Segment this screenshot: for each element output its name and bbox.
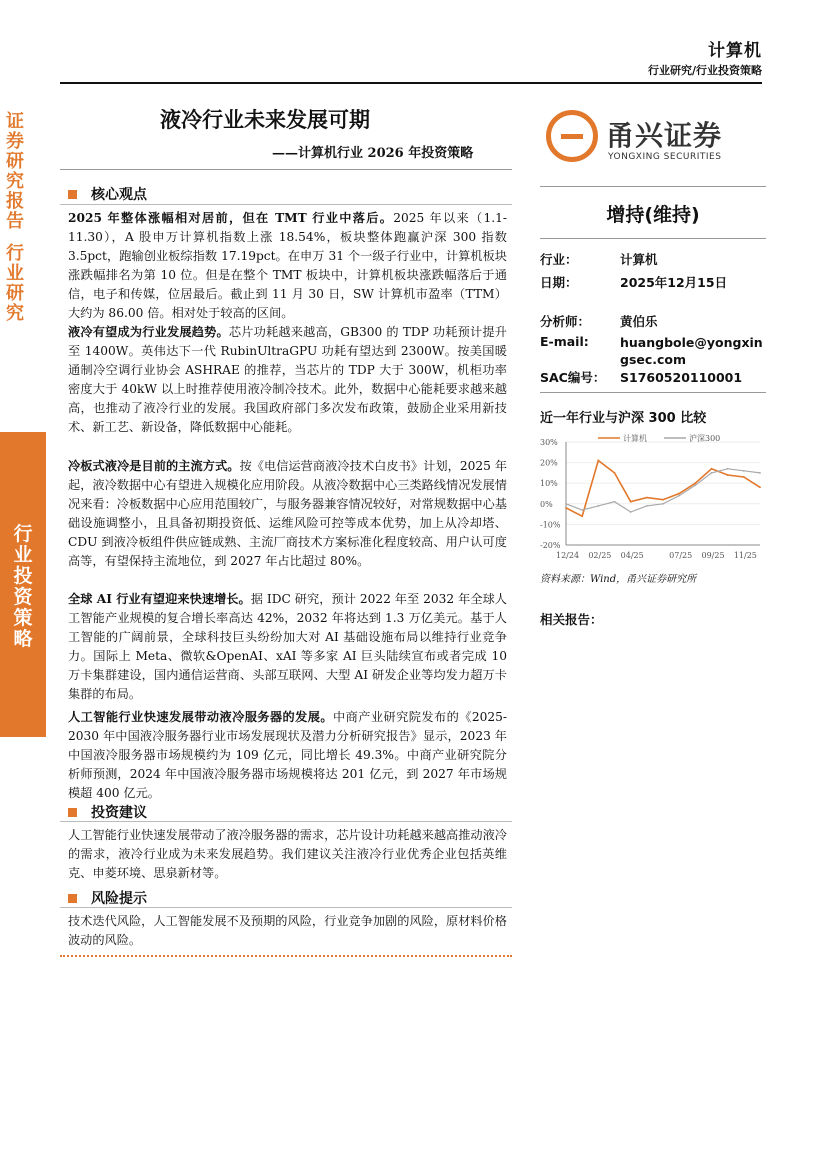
paragraph-coldplate-lead: 冷板式液冷是目前的主流方式。 [68,459,240,473]
chart-point [743,470,745,472]
side-box-char: 业 [13,544,33,566]
logo-text-cn: 甬兴证券 [606,119,723,152]
header-report-type: 行业研究/行业投资策略 [647,64,762,77]
info-sac-label: SAC编号： [540,370,606,385]
chart-point [743,476,745,478]
side-box-char: 略 [13,628,33,650]
company-logo [546,110,766,170]
paragraph-trend-lead: 液冷有望成为行业发展趋势。 [68,325,229,339]
related-reports-label: 相关报告： [540,612,603,627]
info-email-value[interactable]: huangbole@yongxingsec.com [620,335,763,367]
chart-point [646,505,648,507]
chart-point [678,493,680,495]
side-top-char: 研 [6,151,24,172]
chart-y-tick-label: -20% [540,541,561,550]
paragraph-server [68,708,507,803]
logo-text-en: YONGXING SECURITIES [608,152,722,162]
chart-legend-label: 计算机 [623,434,647,443]
side-top-char: 证 [6,111,24,132]
section-divider [60,821,512,822]
content-end-divider [60,955,512,957]
section-risk [68,888,147,908]
paragraph-investment: 人工智能行业快速发展带动了液冷服务器的需求，芯片设计功耗越来越高推动液冷的需求，液冷行业成为未来发展趋势。我们建议关注液冷行业优秀企业包括英维克、申菱环境、思泉新材等。 [68,828,507,880]
chart-point [581,509,583,511]
logo-mark-icon [546,110,598,162]
chart-legend-label: 沪深300 [689,434,721,443]
info-email-label: E-mail: [540,334,589,349]
chart-y-tick-label: -10% [540,520,561,530]
chart-point [614,472,616,474]
section-core-view [68,184,147,204]
paragraph-coldplate-body: 按《电信运营商液冷技术白皮书》计划，2025 年起，液冷数据中心有望进入规模化应用阶段。从液冷数据中心三类路线情况发展情况来看：冷板数据中心应用范围较广，与服务器兼容情况较好，对常规数据中心基础设施调整小，且具备初期投资低、运维风险可控等成本优势，加上从冷却塔、CDU 到液冷板组件供应链成熟、主流厂商技术方案标准化程度较高、用户认可度高等，有望保持主流地位，到 2027 年占比超过 80%。 [68,459,508,568]
side-top-char: 券 [6,131,24,152]
section-divider [60,204,512,205]
chart-y-tick-label: 30% [540,438,558,447]
side-label-top [0,112,30,324]
info-analyst-value: 黄伯乐 [620,314,658,329]
section-core-view-label: 核心观点 [91,187,147,203]
chart-point [581,515,583,517]
side-top-char: 究 [6,303,24,324]
header-divider [60,82,762,84]
chart-point [646,497,648,499]
rating-value: 增持(维持) [606,204,700,226]
chart-x-tick-label: 07/25 [669,551,693,560]
chart-point [678,495,680,497]
paragraph-global-ai [68,590,507,704]
chart-point [727,474,729,476]
chart-point [711,472,713,474]
side-box-char: 策 [13,607,33,629]
chart-point [565,507,567,509]
chart-y-tick-label: 0% [540,499,553,509]
report-title: 液冷行业未来发展可期 [160,108,370,132]
side-label-box [0,432,46,737]
chart-point [759,472,761,474]
side-top-char: 研 [6,283,24,304]
chart-point [630,501,632,503]
info-date-value: 2025年12月15日 [620,275,728,290]
comparison-chart [540,430,766,570]
chart-x-tick-label: 02/25 [588,551,612,560]
chart-y-tick-label: 20% [540,458,558,468]
paragraph-trend [68,323,507,437]
header-industry: 计算机 [708,41,762,61]
chart-x-tick-label: 09/25 [701,551,725,560]
section-investment-label: 投资建议 [91,805,147,821]
info-analyst [540,312,658,330]
paragraph-global-ai-body: 据 IDC 研究，预计 2022 年至 2032 年全球人工智能产业规模的复合增长率高达 42%，2032 年将达到 1.3 万亿美元。基于人工智能的广阔前景，全球科技巨头纷纷加大对 AI 基础设施布局以维持行业竞争力。国际上 Meta、微软&OpenAI、xAI 等多家 AI 巨头陆续宣布或者完成 10 万卡集群建设，国内通信运营商、头部互联网、大型 AI 研发企业等均发力超万卡集群的布局。 [68,592,507,701]
rating-top-divider [540,186,766,187]
section-risk-label: 风险提示 [91,891,147,907]
info-sac [540,368,742,386]
chart-point [662,503,664,505]
report-subtitle: ——计算机行业 2026 年投资策略 [272,146,474,161]
chart-point [597,460,599,462]
paragraph-server-body: 中商产业研究院发布的《2025-2030 年中国液冷服务器行业市场发展现状及潜力分析研究报告》显示，2023 年中国液冷服务器市场规模约为 109 亿元，同比增长 49.3%。中商产业研究院分析师预测，2024 年中国液冷服务器市场规模将达 201 亿元，到 2027 年市场规模超 400 亿元。 [68,710,508,800]
info-email [540,334,620,349]
chart-point [662,499,664,501]
section-divider [60,907,512,908]
paragraph-tmt-lead: 2025 年整体涨幅相对居前，但在 TMT 行业中落后。 [68,211,394,225]
bullet-square-icon [68,190,77,199]
section-investment [68,802,147,822]
chart-point [759,486,761,488]
chart-y-tick-label: 10% [540,479,558,489]
info-industry-label: 行业： [540,252,578,267]
rating-bottom-divider [540,238,766,239]
chart-point [630,511,632,513]
chart-x-tick-label: 04/25 [620,551,644,560]
chart-point [565,503,567,505]
chart-point [727,468,729,470]
side-top-char: 报 [6,191,24,212]
paragraph-server-lead: 人工智能行业快速发展带动液冷服务器的发展。 [68,710,334,724]
info-date [540,273,727,291]
chart-point [597,505,599,507]
paragraph-trend-body: 芯片功耗越来越高，GB300 的 TDP 功耗预计提升至 1400W。英伟达下一代 RubinUltraGPU 功耗有望达到 2300W。按美国暖通制冷空调行业协会 ASHRAE 的推荐，当芯片的 TDP 大于 300W，机柜功率密度大于 40kW 以上时推荐使用液冷制冷技术。此外，数据中心能耗要求越来越高，也推动了液冷行业的发展。我国政府部门多次发布政策，鼓励企业采用新技术、新工艺、新设备，降低数据中心能耗。 [68,325,507,434]
side-top-char: 业 [6,263,24,284]
chart-point [614,501,616,503]
side-top-char: 告 [6,211,24,232]
paragraph-coldplate [68,457,507,571]
info-divider [540,392,766,393]
chart-point [694,484,696,486]
chart-x-tick-label: 12/24 [556,551,580,560]
side-box-char: 资 [13,586,33,608]
paragraph-risk: 技术迭代风险，人工智能发展不及预期的风险，行业竞争加剧的风险，原材料价格波动的风险。 [68,914,507,947]
bullet-square-icon [68,808,77,817]
side-box-char: 行 [13,523,33,545]
info-industry-value: 计算机 [620,252,658,267]
info-sac-value: S1760520110001 [620,370,743,385]
chart-point [711,468,713,470]
chart-title: 近一年行业与沪深 300 比较 [540,411,707,426]
chart-source: 资料来源：Wind，甬兴证券研究所 [540,574,697,585]
title-divider [60,169,512,170]
info-analyst-label: 分析师： [540,314,591,329]
paragraph-global-ai-lead: 全球 AI 行业有望迎来快速增长。 [68,592,251,606]
side-top-char: 行 [6,243,24,264]
paragraph-tmt [68,209,507,323]
paragraph-tmt-body: 2025 年以来（1.1-11.30），A 股申万计算机指数上涨 18.54%，板块整体跑赢沪深 300 指数 3.5pct，跑输创业板综指数 17.19pct。在申万 31 个一级子行业中，计算机板块涨跌幅排名为第 10 位。但是在整个 TMT 板块中，计算机板块涨跌幅落后于通信，电子和传媒，位居最后。截止到 11 月 30 日，SW 计算机市盈率（TTM）大约为 86.00 倍。相对处于较高的区间。 [68,211,507,320]
chart-x-tick-label: 11/25 [733,551,757,560]
side-top-char: 究 [6,171,24,192]
chart-point [694,482,696,484]
info-date-label: 日期： [540,275,578,290]
comparison-chart-svg [540,430,766,570]
bullet-square-icon [68,894,77,903]
info-industry [540,250,658,268]
side-box-char: 投 [13,565,33,587]
